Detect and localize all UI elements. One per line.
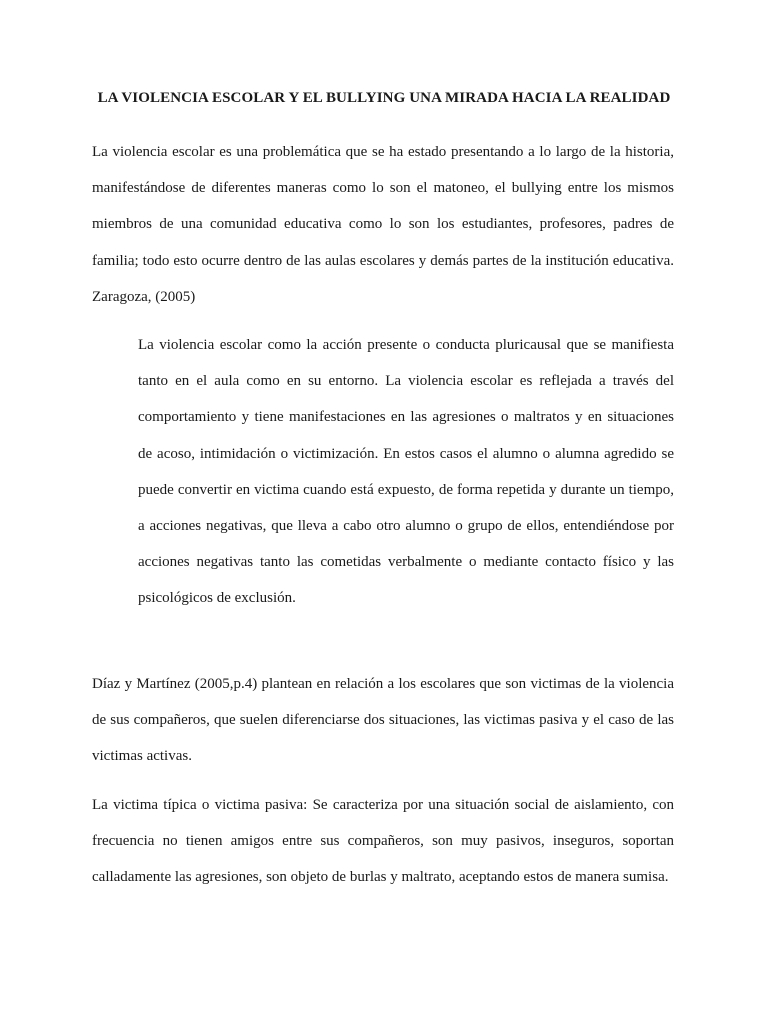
paragraph-intro: La violencia escolar es una problemática que se ha estado presentando a lo largo de la historia, manifestándose de diferentes maneras como lo son el matoneo, el bullying entre los mismos miembros de una comunidad educativa como lo son los estudiantes, profesores, padres de familia; todo esto ocurre dentro de las aulas escolares y demás partes de la institución educativa. Zaragoza, (2005) [92, 144, 674, 305]
paragraph-diaz-martinez: Díaz y Martínez (2005,p.4) plantean en relación a los escolares que son victimas de la violencia de sus compañeros, que suelen diferenciarse dos situaciones, las victimas pasiva y el caso de las victimas activas. [92, 676, 674, 765]
paragraph-victima-pasiva: La victima típica o victima pasiva: Se caracteriza por una situación social de aislamiento, con frecuencia no tienen amigos entre sus compañeros, son muy pasivos, inseguros, soportan calladamente las agresiones, son objeto de burlas y maltrato, aceptando estos de manera sumisa. [92, 797, 674, 886]
document-title: LA VIOLENCIA ESCOLAR Y EL BULLYING UNA MIRADA HACIA LA REALIDAD [97, 90, 671, 106]
block-quote: La violencia escolar como la acción presente o conducta pluricausal que se manifiesta tanto en el aula como en su entorno. La violencia escolar es reflejada a través del comportamiento y tiene manifestaciones en las agresiones o maltratos y en situaciones de acoso, intimidación o victimización. En estos casos el alumno o alumna agredido se puede convertir en victima cuando está expuesto, de forma repetida y durante un tiempo, a acciones negativas, que lleva a cabo otro alumno o grupo de ellos, entendiéndose por acciones negativas tanto las cometidas verbalmente o mediante contacto físico y las psicológicos de exclusión. [138, 337, 674, 607]
